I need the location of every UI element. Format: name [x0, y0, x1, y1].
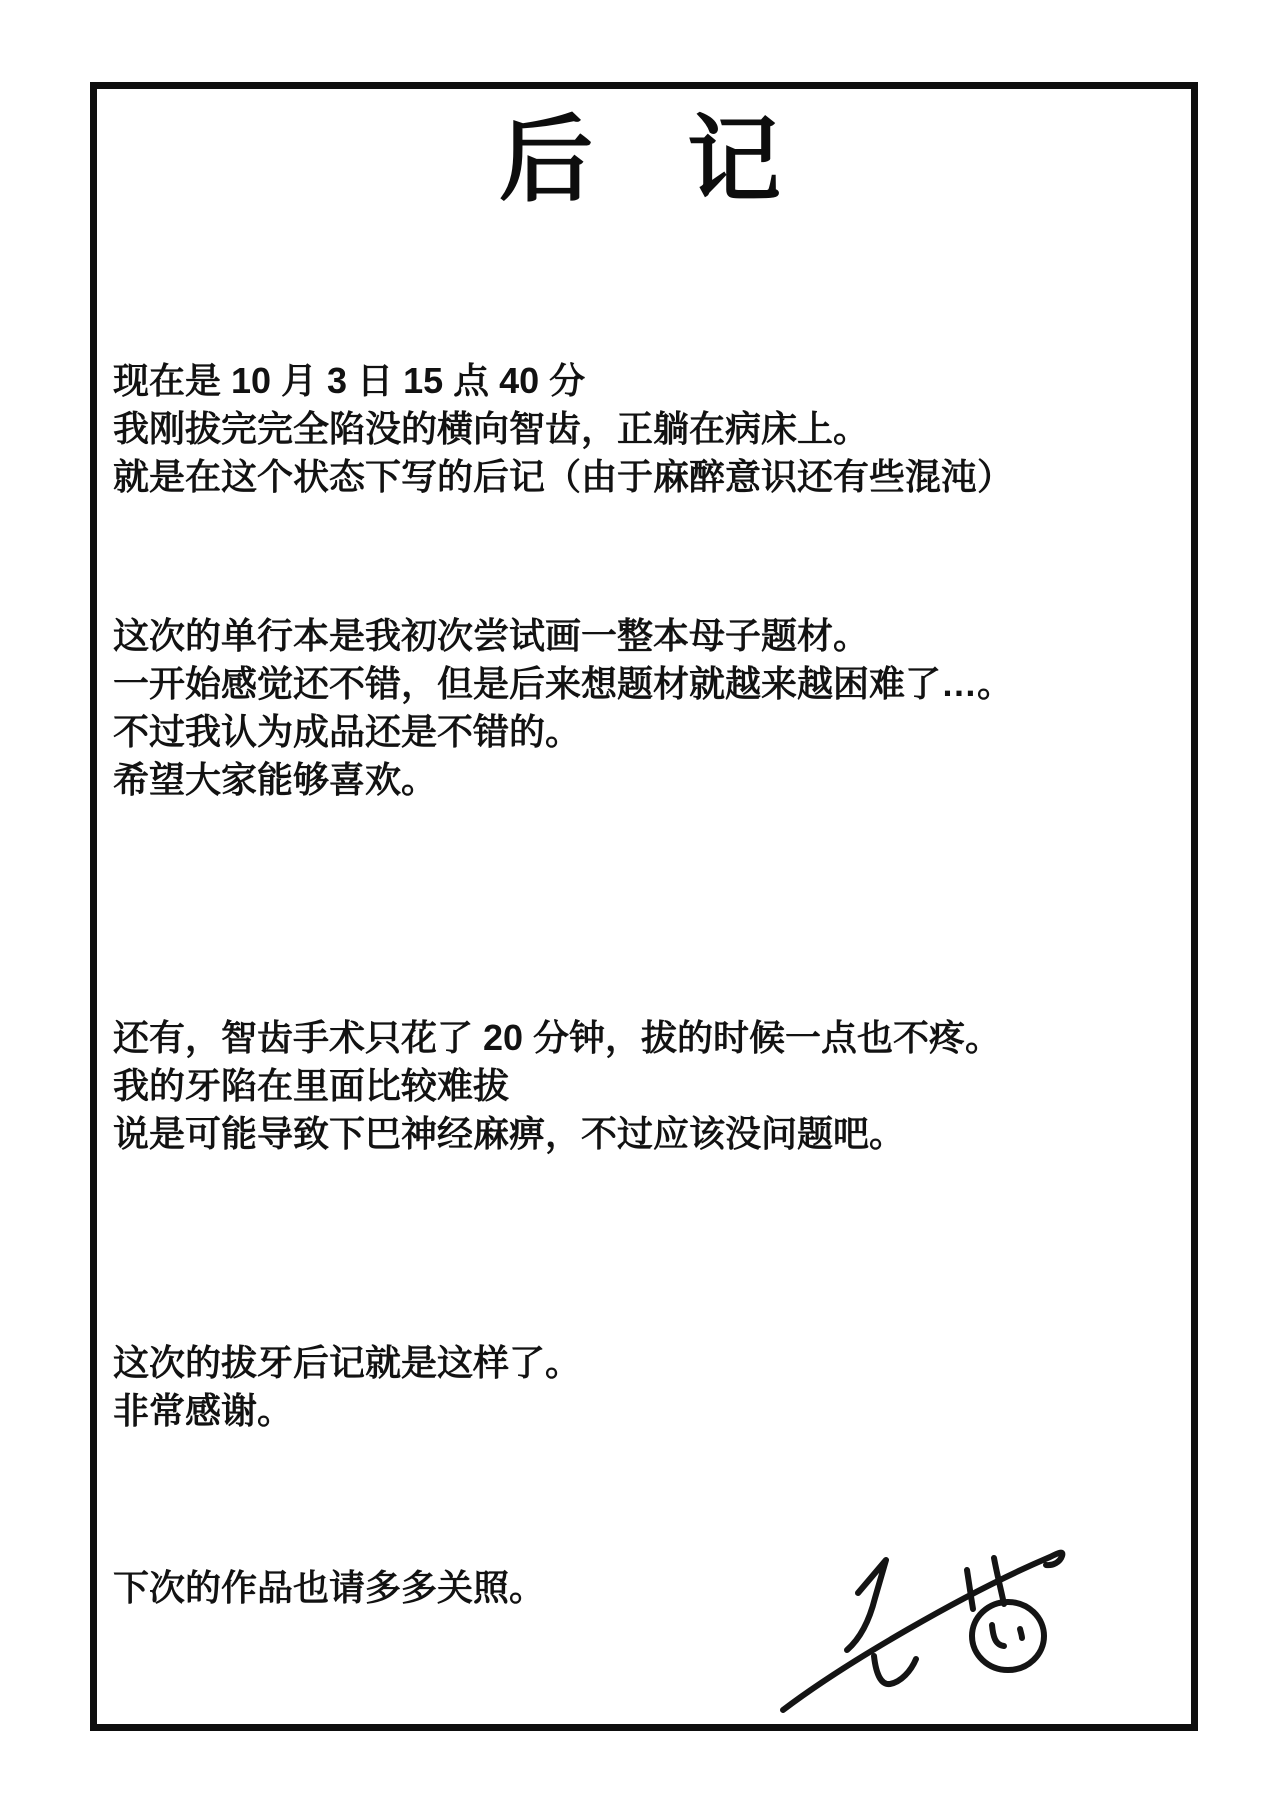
text-line: 不过我认为成品还是不错的。	[113, 711, 582, 752]
afterword-paragraph-3	[113, 1014, 1170, 1158]
text-line: 就是在这个状态下写的后记（由于麻醉意识还有些混沌）	[113, 456, 1014, 497]
text-line: 非常感谢。	[113, 1390, 294, 1431]
afterword-paragraph-1	[113, 357, 1170, 501]
text-line: 希望大家能够喜欢。	[113, 759, 438, 800]
text-line: 我的牙陷在里面比较难拔	[113, 1065, 510, 1106]
text-line: 这次的单行本是我初次尝试画一整本母子题材。	[113, 615, 870, 656]
page-frame	[90, 82, 1198, 1731]
text-line: 这次的拔牙后记就是这样了。	[113, 1342, 582, 1383]
text-line: 说是可能导致下巴神经麻痹，不过应该没问题吧。	[113, 1113, 906, 1154]
text-line: 还有，智齿手术只花了 20 分钟，拔的时候一点也不疼。	[113, 1017, 1002, 1058]
text-line: 一开始感觉还不错，但是后来想题材就越来越困难了…。	[113, 663, 1014, 704]
text-line: 下次的作品也请多多关照。	[113, 1567, 546, 1608]
afterword-paragraph-2	[113, 612, 1170, 804]
text-line: 现在是 10 月 3 日 15 点 40 分	[113, 360, 586, 401]
author-signature-icon	[770, 1538, 1080, 1723]
text-line: 我刚拔完完全陷没的横向智齿，正躺在病床上。	[113, 408, 870, 449]
afterword-paragraph-4	[113, 1339, 1170, 1435]
page-title: 后 记	[498, 107, 781, 212]
